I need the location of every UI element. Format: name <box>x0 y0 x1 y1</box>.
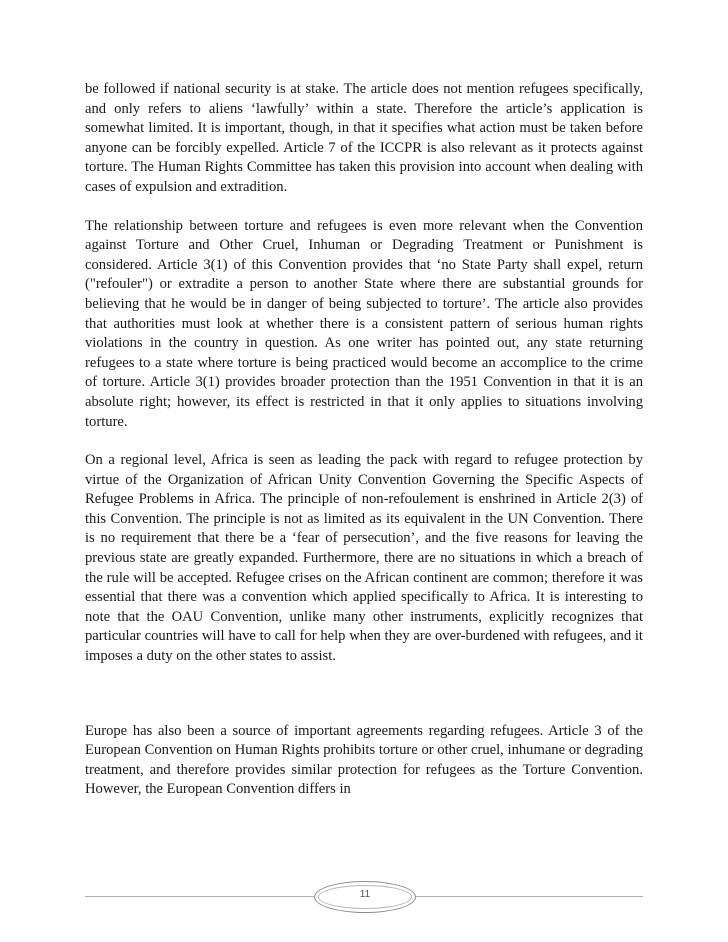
paragraph-3: On a regional level, Africa is seen as leading the pack with regard to refugee protection by virtue of the Organization of African Unity Convention Governing the Specific Aspects of Refugee Problems in Africa. The principle of non-refoulement is enshrined in Article 2(3) of this Convention. The principle is not as limited as its equivalent in the UN Convention. There is no requirement that there be a ‘fear of persecution’, and the five reasons for leaving the previous state are greatly expanded. Furthermore, there are no situations in which a breach of the rule will be accepted. Refugee crises on the African continent are common; therefore it was essential that there was a convention which applied specifically to Africa. It is interesting to note that the OAU Convention, unlike many other instruments, explicitly recognizes that particular countries will have to call for help when they are over-burdened with refugees, and it imposes a duty on the other states to assist. <box>85 452 643 665</box>
paragraph-4: Europe has also been a source of important agreements regarding refugees. Article 3 of the European Convention on Human Rights prohibits torture or other cruel, inhumane or degrading treatment, and therefore provides similar protection for refugees as the Torture Convention. However, the European Convention differs in <box>85 722 643 798</box>
page-number: 11 <box>359 889 371 900</box>
paragraph-1: be followed if national security is at stake. The article does not mention refugees specifically, and only refers to aliens ‘lawfully’ within a state. Therefore the article’s application is somewhat limited. It is important, though, in that it specifies what action must be taken before anyone can be forcibly expelled. Article 7 of the ICCPR is also relevant as it protects against torture. The Human Rights Committee has taken this provision into account when dealing with cases of expulsion and extradition. <box>85 81 643 195</box>
page-number-badge <box>314 881 416 913</box>
paragraph-2: The relationship between torture and refugees is even more relevant when the Convention against Torture and Other Cruel, Inhuman or Degrading Treatment or Punishment is considered. Article 3(1) of this Convention provides that ‘no State Party shall expel, return ("refouler") or extradite a person to another State where there are substantial grounds for believing that he would be in danger of being subjected to torture’. The article also provides that authorities must look at whether there is a consistent pattern of serious human rights violations in the country in question. As one writer has pointed out, any state returning refugees to a state where torture is being practiced would become an accomplice to the crime of torture. Article 3(1) provides broader protection than the 1951 Convention in that it is an absolute right; however, its effect is restricted in that it only applies to situations involving torture. <box>85 217 643 430</box>
page-footer <box>85 881 643 921</box>
body-text <box>85 80 643 819</box>
